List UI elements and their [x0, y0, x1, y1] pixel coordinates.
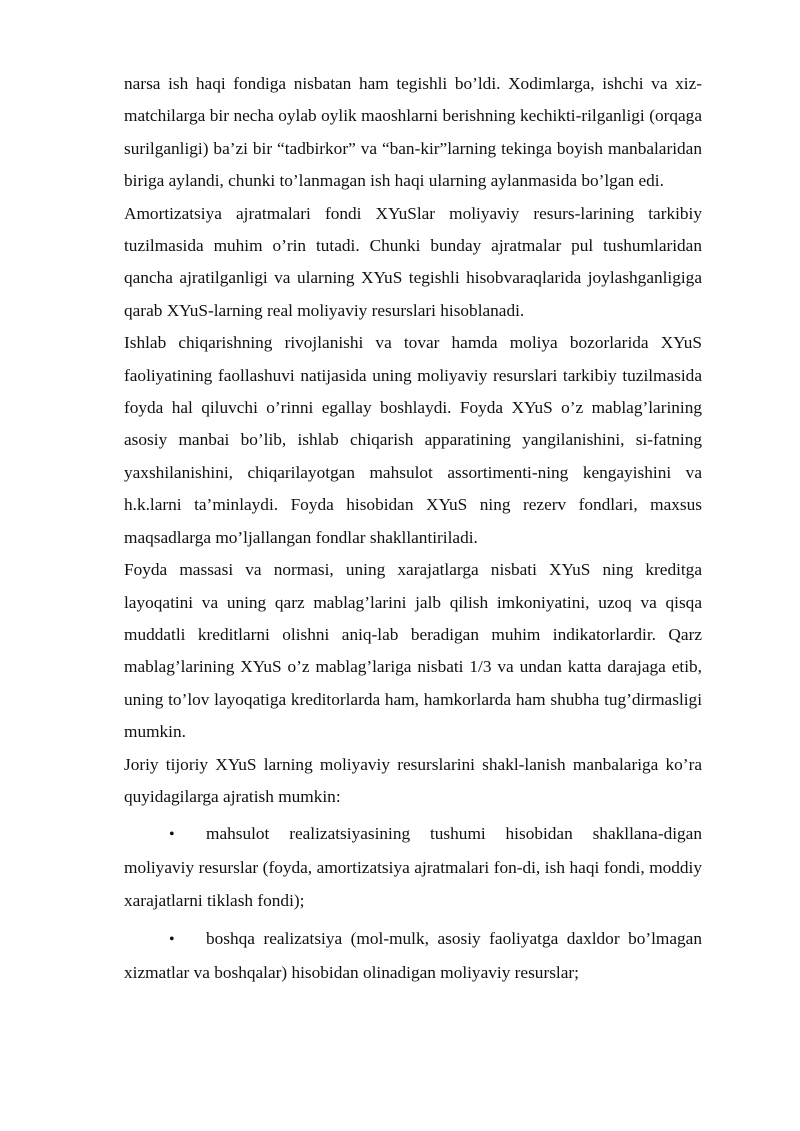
list-item [124, 818, 702, 917]
paragraph-sources-intro: Joriy tijoriy XYuS larning moliyaviy resurslarini shakl-lanish manbalariga ko’ra quyidagilarga ajratish mumkin: [124, 754, 702, 806]
list-item-text: boshqa realizatsiya (mol-mulk, asosiy faoliyatga daxldor bo’lmagan xizmatlar va boshqalar) hisobidan olinadigan moliyaviy resurslar; [124, 929, 702, 982]
paragraph-profit: Ishlab chiqarishning rivojlanishi va tovar hamda moliya bozorlarida XYuS faoliyatining faollashuvi natijasida uning moliyaviy resurslari tarkibiy tuzilmasida foyda hal qiluvchi o’rinni egallay boshlaydi. Foyda XYuS o’z mablag’larining asosiy manbai bo’lib, ishlab chiqarish apparatining yangilanishini, si-fatning yaxshilanishini, chiqarilayotgan mahsulot assortimenti-ning kengayishini va h.k.larni ta’minlaydi. Foyda hisobidan XYuS ning rezerv fondlari, maxsus maqsadlarga mo’ljallangan fondlar shakllantiriladi. [124, 333, 702, 547]
bullet-icon: • [169, 931, 175, 949]
paragraph-profit-mass: Foyda massasi va normasi, uning xarajatlarga nisbati XYuS ning kreditga layoqatini va uning qarz mablag’larini jalb qilish imkoniyatini, uzoq va qisqa muddatli kreditlarni olishni aniq-lab beradigan muhim indikatorlardir. Qarz mablag’larining XYuS o’z mablag’lariga nisbati 1/3 va undan katta darajaga etib, uning to’lov layoqatiga kreditorlarda ham, hamkorlarda ham shubha tug’dirmasligi mumkin. [124, 560, 702, 742]
document-page [124, 68, 702, 989]
list-item [124, 923, 702, 989]
paragraph-amortization: Amortizatsiya ajratmalari fondi XYuSlar moliyaviy resurs-larining tarkibiy tuzilmasida muhim o’rin tutadi. Chunki bunday ajratmalar pul tushumlaridan qancha ajratilganligi va ularning XYuS tegishli hisobvaraqlarida joylashganligiga qarab XYuS-larning real moliyaviy resurslari hisoblanadi. [124, 203, 702, 320]
bullet-icon: • [169, 826, 175, 844]
list-item-text: mahsulot realizatsiyasining tushumi hisobidan shakllana-digan moliyaviy resurslar (foyda, amortizatsiya ajratmalari fon-di, ish haqi fondi, moddiy xarajatlarni tiklash fondi); [124, 824, 702, 910]
paragraph-wage-fund: narsa ish haqi fondiga nisbatan ham tegishli bo’ldi. Xodimlarga, ishchi va xiz-matchilarga bir necha oylab oylik maoshlarni berishning kechikti-rilganligi (orqaga surilganligi) ba’zi bir “tadbirkor” va “ban-kir”larning tekinga boyish manbalaridan biriga aylandi, chunki to’lanmagan ish haqi ularning aylanmasida bo’lgan edi. [124, 74, 702, 191]
